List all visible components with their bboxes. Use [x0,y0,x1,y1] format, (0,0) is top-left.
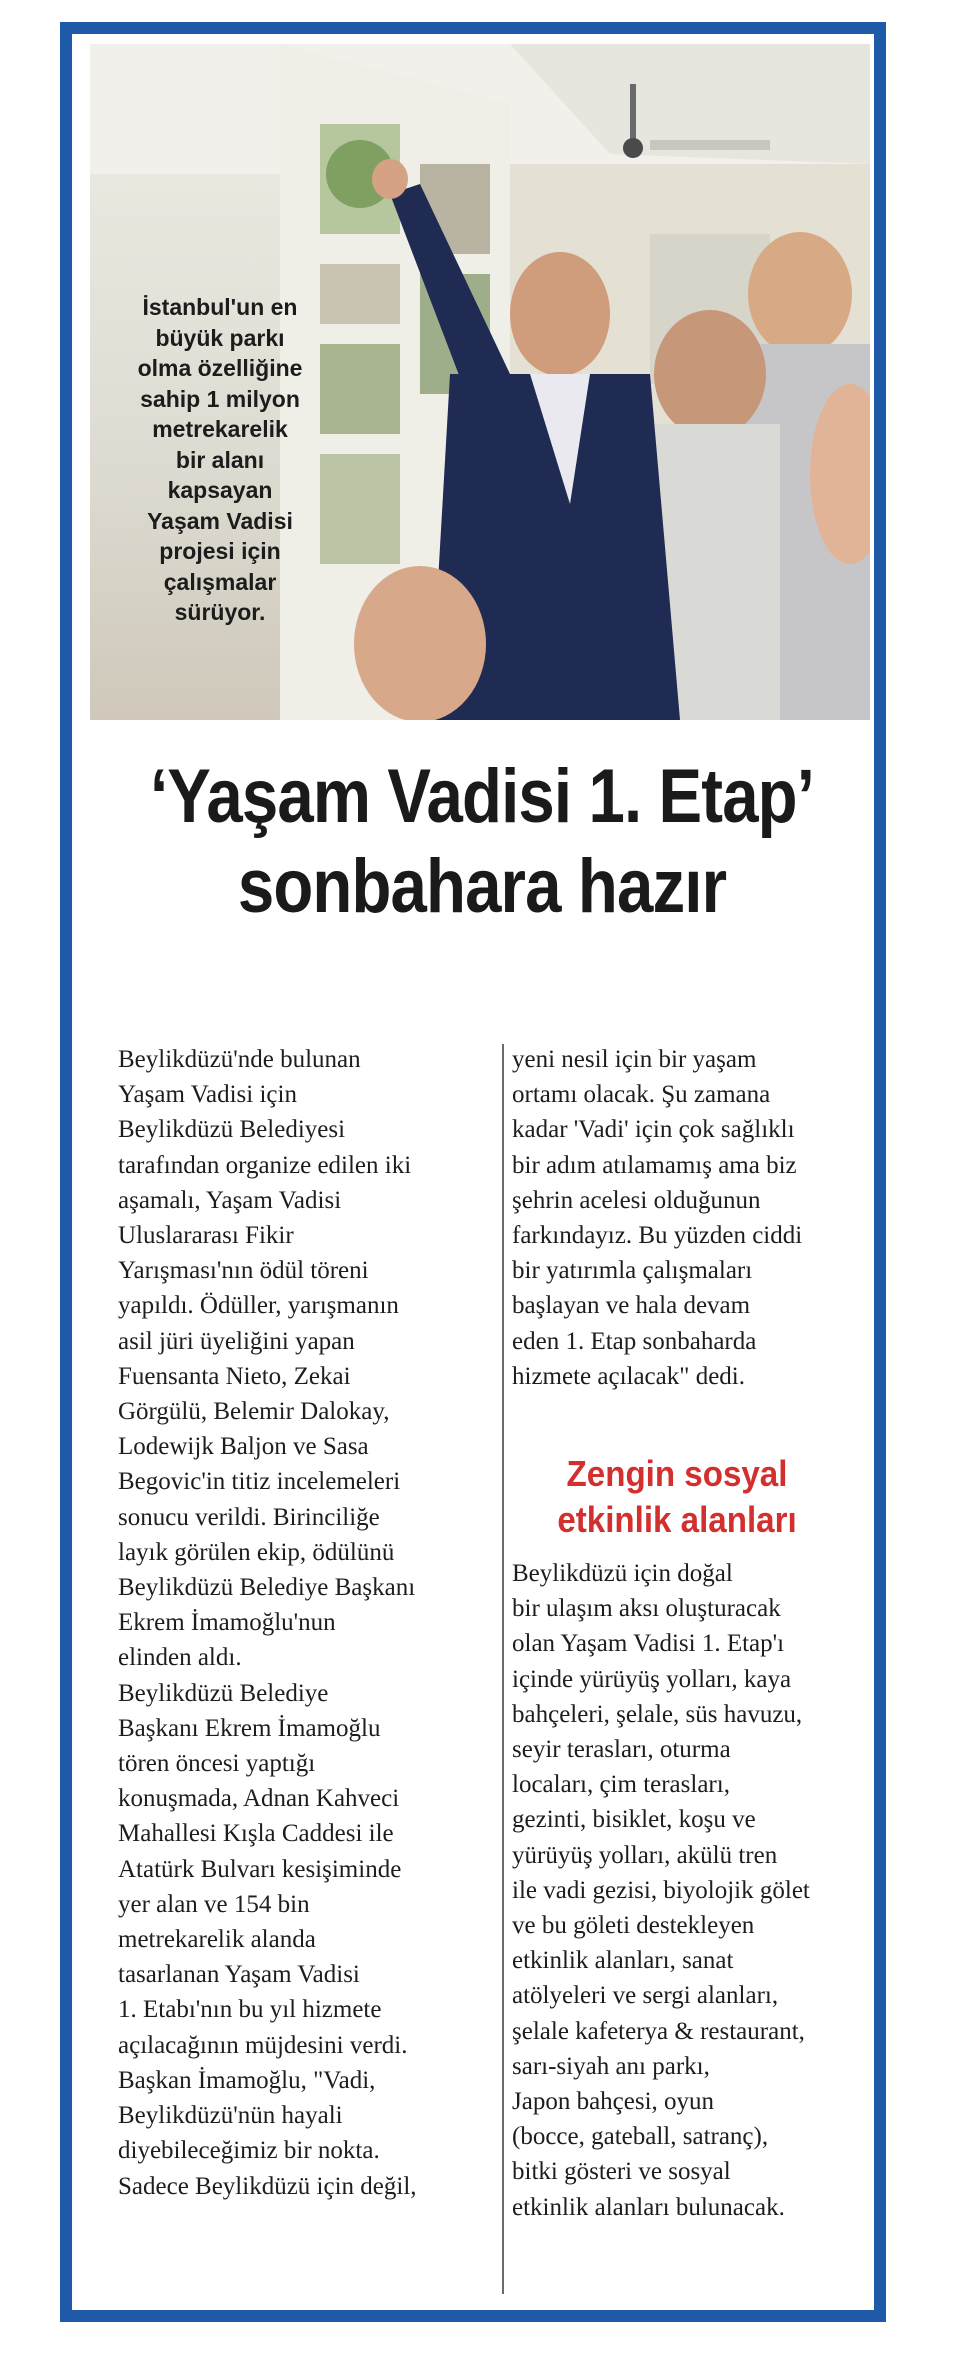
person-head [654,310,766,438]
article-body-right-column-top: yeni nesil için bir yaşam ortamı olacak. Şu zamana kadar 'Vadi' için çok sağlıklı bir adım atılamamış ama biz şehrin acelesi olduğunun farkındayız. Bu yüzden ciddi bir yatırımla çalışmaları başlayan ve hala devam eden 1. Etap sonbaharda hizmete açılacak" dedi. [512,1046,803,1390]
person-head [510,252,610,376]
spotlight-rod [630,84,636,144]
spotlight [623,138,643,158]
article-body-right-column-bottom: Beylikdüzü için doğal bir ulaşım aksı oluşturacak olan Yaşam Vadisi 1. Etap'ı içinde yürüyüş yolları, kaya bahçeleri, şelale, süs havuzu, seyir terasları, oturma locaları, çim terasları, gezinti, bisiklet, koşu ve yürüyüş yolları, akülü tren ile vadi gezisi, biyolojik gölet ve bu göleti destekleyen etkinlik alanları, sanat atölyeleri ve sergi alanları, şelale kafeterya & restaurant, sarı-siyah anı parkı, Japon bahçesi, oyun (bocce, gateball, satranç), bitki gösteri ve sosyal etkinlik alanları bulunacak. [512,1560,810,2221]
headline-line-2: sonbahara hazır [237,844,727,929]
article-subheading: Zengin sosyal etkinlik alanları [557,1453,797,1540]
photo-caption: İstanbul'un en büyük parkı olma özelliğine sahip 1 milyon metrekarelik bir alanı kapsayan Yaşam Vadisi projesi için çalışmalar sürüyor. [137,294,303,625]
ceiling-light [650,140,770,150]
news-clipping-frame [60,22,886,2322]
person-head [748,232,852,356]
article-photo [90,44,870,720]
headline-line-1: ‘Yaşam Vadisi 1. Etap’ [149,754,815,839]
person-head-foreground [354,566,486,720]
pointing-hand [372,159,408,199]
column-divider [502,1044,504,2294]
article-headline [147,752,818,932]
article-body-left-column: Beylikdüzü'nde bulunan Yaşam Vadisi için Beylikdüzü Belediyesi tarafından organize edilen iki aşamalı, Yaşam Vadisi Uluslararası Fikir Yarışması'nın ödül töreni yapıldı. Ödüller, yarışmanın asil jüri üyeliğini yapan Fuensanta Nieto, Zekai Görgülü, Belemir Dalokay, Lodewijk Baljon ve Sasa Begovic'in titiz incelemeleri sonucu verildi. Birinciliğe layık görülen ekip, ödülünü Beylikdüzü Belediye Başkanı Ekrem İmamoğlu'nun elinden aldı. Beylikdüzü Belediye Başkanı Ekrem İmamoğlu tören öncesi yaptığı konuşmada, Adnan Kahveci Mahallesi Kışla Caddesi ile Atatürk Bulvarı kesişiminde yer alan ve 154 bin metrekarelik alanda tasarlanan Yaşam Vadisi 1. Etabı'nın bu yıl hizmete açılacağının müjdesini verdi. Başkan İmamoğlu, "Vadi, Beylikdüzü'nün hayali diyebileceğimiz bir nokta. Sadece Beylikdüzü için değil, [118,1046,417,2200]
